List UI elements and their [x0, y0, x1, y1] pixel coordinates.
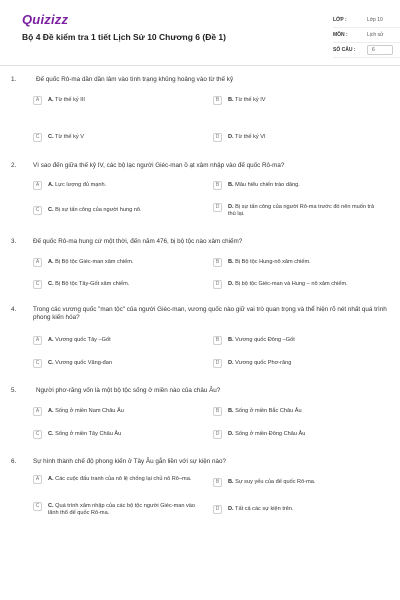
option-letter-box: C	[33, 359, 42, 368]
option-text: Vương quốc Tây –Gốt	[55, 337, 111, 343]
option-letter-box: D	[213, 280, 222, 289]
option-label: A.	[48, 259, 54, 265]
option-text: Quá trình xâm nhập của các bộ tộc người Giéc-man vào lãnh thổ đế quốc Rô-ma.	[48, 503, 196, 516]
quizizz-logo: Quizizz	[22, 12, 69, 27]
option-b[interactable]	[213, 479, 383, 487]
option-label: B.	[228, 408, 234, 414]
question-number: 1.	[11, 76, 17, 83]
option-c[interactable]	[33, 503, 203, 517]
question-number: 6.	[11, 458, 17, 465]
option-a[interactable]	[33, 337, 203, 345]
question-count-label: SỐ CÂU :	[333, 47, 356, 53]
option-letter-box: B	[213, 181, 222, 190]
option-c[interactable]	[33, 207, 203, 215]
option-text: Mâu hiểu chiến trào dâng.	[235, 182, 300, 188]
meta-subject-row	[333, 28, 400, 43]
option-b[interactable]	[213, 408, 383, 416]
question-5	[11, 387, 389, 437]
option-text: Sống ở miền Đông Châu Âu	[235, 431, 306, 437]
option-letter-box: B	[213, 96, 222, 105]
option-letter-box: B	[213, 478, 222, 487]
option-label: A.	[48, 97, 54, 103]
option-letter-box: D	[213, 505, 222, 514]
option-text: Bị sự tấn công của người Rô-ma trước đó nên muốn trả thù lại.	[228, 204, 375, 217]
option-b[interactable]	[213, 337, 383, 345]
option-letter-box: A	[33, 336, 42, 345]
option-text: Vương quốc Đông –Gốt	[235, 337, 295, 343]
option-text: Sống ở miền Tây Châu Âu	[55, 431, 122, 437]
option-label: C.	[48, 360, 54, 366]
document-title: Bộ 4 Đề kiểm tra 1 tiết Lịch Sử 10 Chương 6 (Đề 1)	[22, 32, 226, 42]
subject-value: Lịch sử	[367, 32, 384, 38]
option-text: Vương quốc Phơ-răng	[235, 360, 292, 366]
option-b[interactable]	[213, 97, 383, 105]
option-a[interactable]	[33, 408, 203, 416]
option-text: Bị Bộ tộc Giéc-man xâm chiếm.	[55, 259, 134, 265]
option-label: C.	[48, 431, 54, 437]
question-number: 2.	[11, 162, 17, 169]
option-label: A.	[48, 182, 54, 188]
option-letter-box: B	[213, 407, 222, 416]
question-text: Trong các vương quốc "man tộc" của người Giéc-man, vương quốc nào giữ vai trò quan trọng và thể hiện rõ nét nhất quá trình phong kiến hóa?	[33, 306, 387, 321]
option-c[interactable]	[33, 431, 203, 439]
option-label: B.	[228, 259, 234, 265]
option-letter-box: B	[213, 258, 222, 267]
option-text: Bị Bộ tộc Tây-Gốt xâm chiếm.	[55, 281, 130, 287]
option-label: D.	[228, 431, 234, 437]
option-letter-box: A	[33, 475, 42, 484]
option-d[interactable]	[213, 204, 383, 218]
header-divider	[0, 65, 400, 66]
option-b[interactable]	[213, 182, 383, 190]
option-a[interactable]	[33, 259, 203, 267]
option-letter-box: A	[33, 96, 42, 105]
question-text: Vì sao đến giữa thế kỷ IV, các bộ lạc người Giéc-man ồ ạt xâm nhập vào đế quốc Rô-ma?	[33, 162, 285, 169]
option-d[interactable]	[213, 360, 383, 368]
option-text: Từ thế kỷ VI	[235, 134, 266, 140]
meta-class-row	[333, 13, 400, 28]
option-text: Bị sự tấn công của người hung nô.	[55, 207, 142, 213]
meta-count-row	[333, 43, 400, 58]
question-text: Đế quốc Rô-ma dần dần lâm vào tình trạng khủng hoảng vào từ thế kỷ	[36, 76, 234, 83]
option-text: Sống ở miền Bắc Châu Âu	[235, 408, 302, 414]
option-a[interactable]	[33, 182, 203, 190]
option-label: A.	[48, 476, 54, 482]
question-1	[11, 76, 389, 140]
option-c[interactable]	[33, 281, 203, 289]
option-label: A.	[48, 337, 54, 343]
option-label: B.	[228, 337, 234, 343]
question-text: Sự hình thành chế độ phong kiến ở Tây Âu gắn liền với sự kiện nào?	[33, 458, 227, 465]
question-text: Người phơ-răng vốn là một bộ tộc sống ở miền nào của châu Âu?	[36, 387, 221, 394]
option-label: C.	[48, 207, 54, 213]
meta-panel	[333, 13, 400, 58]
option-label: D.	[228, 281, 234, 287]
option-c[interactable]	[33, 360, 203, 368]
option-letter-box: A	[33, 407, 42, 416]
option-label: D.	[228, 506, 234, 512]
option-label: C.	[48, 503, 54, 509]
option-text: Từ thế kỷ V	[55, 134, 84, 140]
option-d[interactable]	[213, 431, 383, 439]
question-number: 5.	[11, 387, 17, 394]
option-letter-box: D	[213, 203, 222, 212]
option-b[interactable]	[213, 259, 383, 267]
option-label: D.	[228, 204, 234, 210]
option-letter-box: C	[33, 430, 42, 439]
option-label: C.	[48, 281, 54, 287]
option-text: Sự suy yếu của đế quốc Rô-ma.	[235, 479, 316, 485]
option-text: Từ thế kỷ III	[55, 97, 85, 103]
option-letter-box: C	[33, 280, 42, 289]
option-letter-box: D	[213, 430, 222, 439]
question-2	[11, 162, 389, 217]
option-label: B.	[228, 182, 234, 188]
option-text: Tất cả các sự kiện trên.	[235, 506, 294, 512]
option-d[interactable]	[213, 134, 383, 142]
option-letter-box: D	[213, 359, 222, 368]
option-letter-box: C	[33, 206, 42, 215]
option-text: Lực lượng đủ mạnh.	[55, 182, 107, 188]
option-letter-box: A	[33, 258, 42, 267]
question-6	[11, 458, 389, 516]
option-label: B.	[228, 97, 234, 103]
option-text: Bị bộ tộc Giéc-man và Hung – nô xâm chiếm.	[235, 281, 348, 287]
option-label: A.	[48, 408, 54, 414]
option-letter-box: D	[213, 133, 222, 142]
question-number: 4.	[11, 306, 17, 313]
subject-label: MÔN :	[333, 32, 348, 38]
option-text: Bị Bộ tộc Hung-nô xâm chiếm.	[235, 259, 311, 265]
header	[11, 0, 389, 62]
question-3	[11, 238, 389, 287]
question-count-value: 6	[367, 45, 393, 55]
option-d[interactable]	[213, 281, 383, 289]
option-text: Vương quốc Văng-đan	[55, 360, 113, 366]
class-value: Lớp 10	[367, 17, 383, 23]
option-label: D.	[228, 360, 234, 366]
option-a[interactable]	[33, 97, 203, 105]
option-a[interactable]	[33, 476, 203, 484]
option-label: B.	[228, 479, 234, 485]
option-letter-box: A	[33, 181, 42, 190]
option-text: Các cuộc đấu tranh của nô lệ chống lại chủ nô Rô–ma.	[55, 476, 192, 482]
option-letter-box: C	[33, 133, 42, 142]
option-text: Sống ở miền Nam Châu Âu	[55, 408, 124, 414]
option-letter-box: C	[33, 502, 42, 511]
option-letter-box: B	[213, 336, 222, 345]
question-4	[11, 306, 389, 366]
option-label: C.	[48, 134, 54, 140]
option-text: Từ thế kỷ IV	[235, 97, 266, 103]
question-text: Đế quốc Rô-ma hung cứ một thời, đến năm 476, bị bộ tộc nào xâm chiếm?	[33, 238, 243, 245]
question-number: 3.	[11, 238, 17, 245]
option-d[interactable]	[213, 506, 383, 514]
option-label: D.	[228, 134, 234, 140]
class-label: LỚP :	[333, 17, 347, 23]
option-c[interactable]	[33, 134, 203, 142]
